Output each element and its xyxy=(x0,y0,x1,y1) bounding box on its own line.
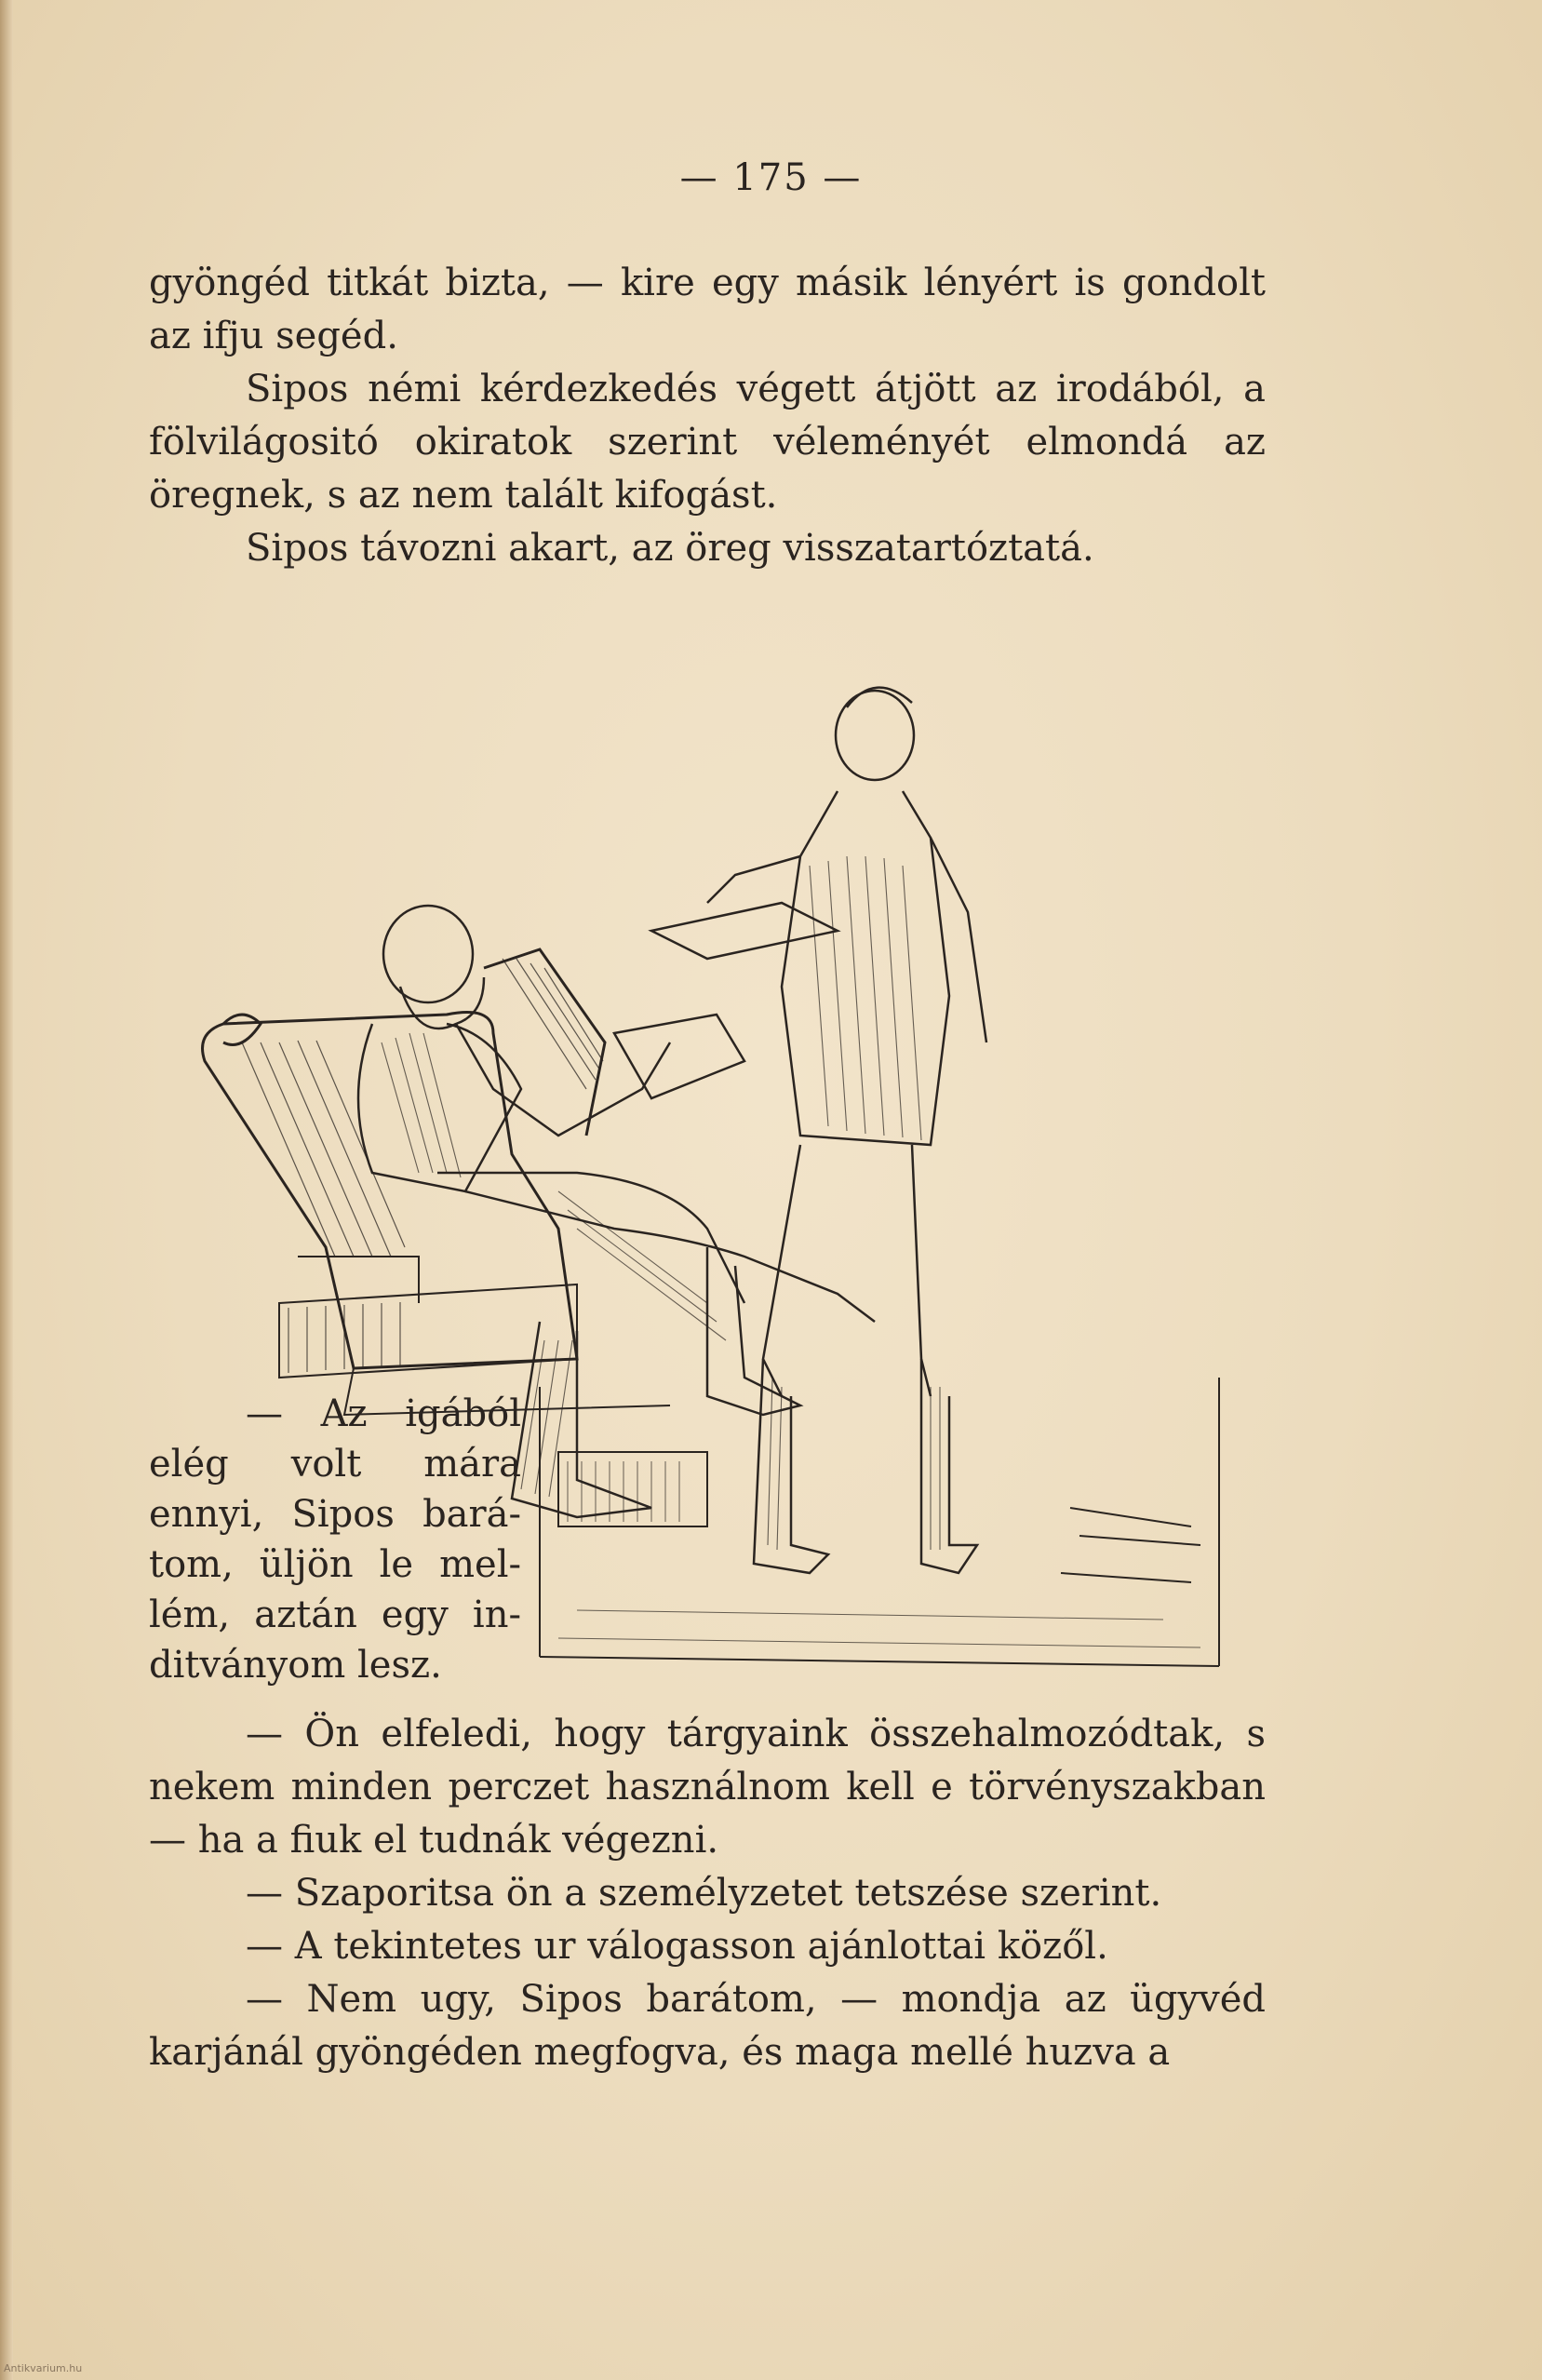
paragraph-7: — Nem ugy, Sipos barátom, — mondja az ügyvéd karjánál gyöngéden megfogva, és maga mellé huzva a xyxy=(149,1978,1266,2074)
caption-line: elég volt mára xyxy=(149,1443,521,1486)
paragraph-3: Sipos távozni akart, az öreg visszatartóztatá. xyxy=(246,527,1094,570)
watermark: Antikvarium.hu xyxy=(4,2362,83,2374)
caption-text xyxy=(149,1389,521,1690)
page-number: — 175 — xyxy=(679,156,863,199)
paragraph-2: Sipos némi kérdezkedés végett átjött az irodából, a fölvilágositó okiratok szerint véleményét elmondá az öregnek, s az nem talált kifogást. xyxy=(149,368,1266,517)
caption-line: ennyi, Sipos bará- xyxy=(149,1493,521,1536)
bottom-text-block xyxy=(149,1708,1266,2079)
caption-line: tom, üljön le mel- xyxy=(149,1543,521,1586)
paragraph-6: — A tekintetes ur válogasson ajánlottai közől. xyxy=(246,1925,1108,1968)
caption-line: ditványom lesz. xyxy=(149,1644,442,1687)
sofa-drawing xyxy=(203,949,671,1415)
paragraph-4: — Ön elfeledi, hogy tárgyaink összehalmozódtak, s nekem minden perczet használnom kell e törvényszakban — ha a fiuk el tudnák végezni. xyxy=(149,1713,1266,1862)
caption-line: — Az igából xyxy=(246,1392,521,1435)
standing-man-drawing xyxy=(651,688,986,1573)
binding-edge xyxy=(0,0,13,2380)
top-text-block xyxy=(149,257,1266,575)
paragraph-1: gyöngéd titkát bizta, — kire egy másik lényért is gondolt az ifju segéd. xyxy=(149,262,1266,357)
paragraph-5: — Szaporitsa ön a személyzetet tetszése szerint. xyxy=(246,1872,1162,1915)
caption-line: lém, aztán egy in- xyxy=(149,1593,521,1636)
